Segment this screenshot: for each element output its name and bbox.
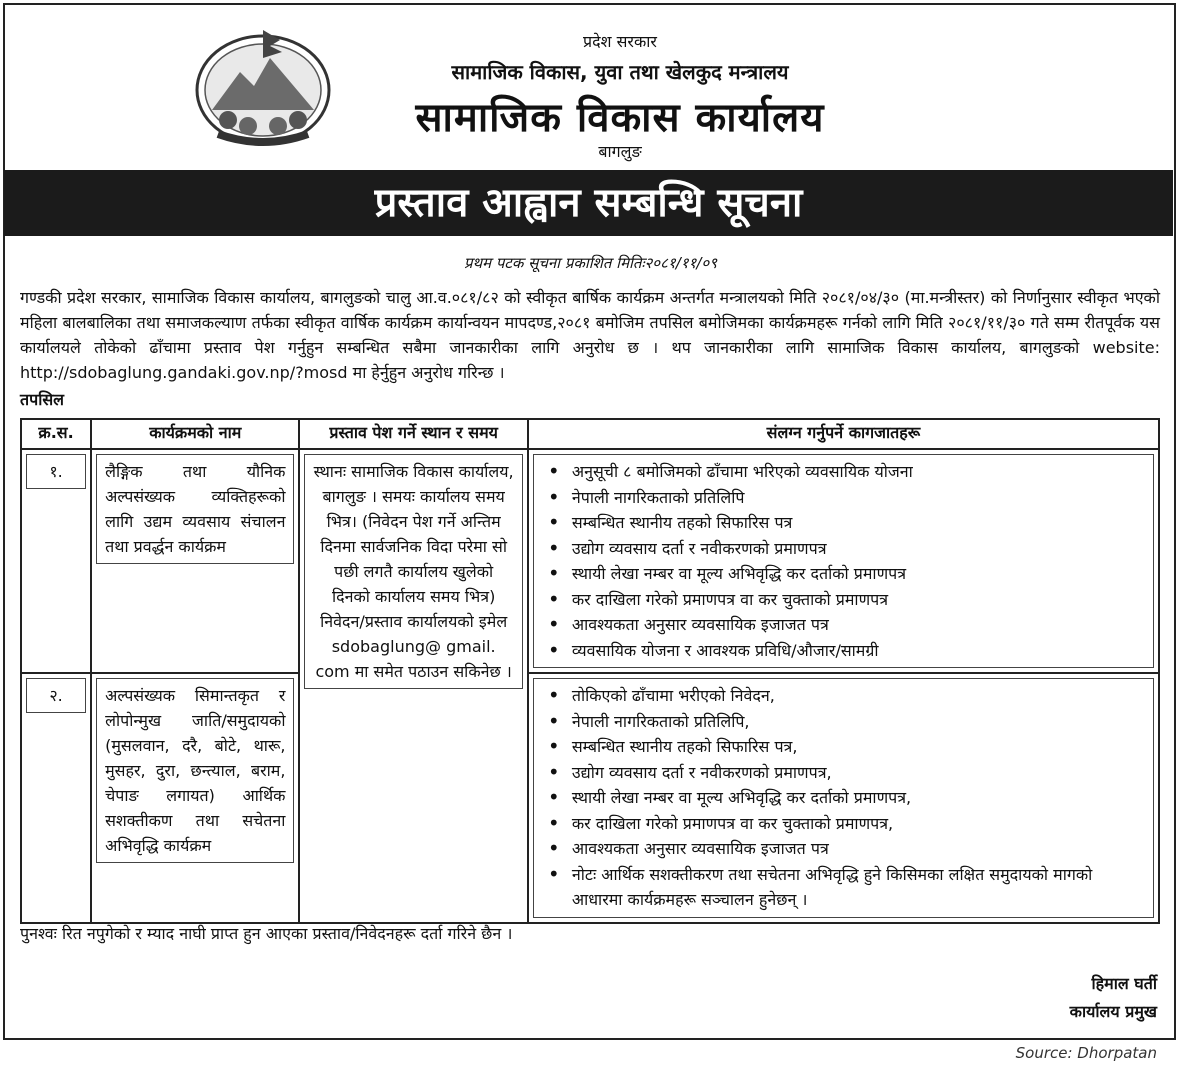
- col-header-place: प्रस्ताव पेश गर्ने स्थान र समय: [299, 419, 527, 449]
- col-header-name: कार्यक्रमको नाम: [91, 419, 299, 449]
- list-item: • अनुसूची ८ बमोजिमको ढाँचामा भरिएको व्यवसायिक योजना: [542, 459, 1145, 485]
- list-item: • कर दाखिला गरेको प्रमाणपत्र वा कर चुक्ताको प्रमाणपत्र,: [542, 811, 1145, 837]
- list-item: • नेपाली नागरिकताको प्रतिलिपि: [542, 485, 1145, 511]
- list-item: • आवश्यकता अनुसार व्यवसायिक इजाजत पत्र: [542, 836, 1145, 862]
- place-time: स्थानः सामाजिक विकास कार्यालय, बागलुङ । समयः कार्यालय समय भित्र। (निवेदन पेश गर्ने अन्तिम दिनमा सार्वजनिक विदा परेमा सो पछी लगतै कार्यालय खुलेको दिनको कार्यालय समय भित्र) निवेदन/प्रस्ताव कार्यालयको इमेल sdobaglung@ gmail. com मा समेत पठाउन सकिनेछ ।: [304, 454, 522, 689]
- government-label: प्रदेश सरकार: [583, 32, 657, 51]
- list-item: • कर दाखिला गरेको प्रमाणपत्र वा कर चुक्ताको प्रमाणपत्र: [542, 587, 1145, 613]
- programs-table: [20, 418, 1160, 924]
- list-item: • आवश्यकता अनुसार व्यवसायिक इजाजत पत्र: [542, 612, 1145, 638]
- district-name: बागलुङ: [598, 142, 642, 161]
- list-item: • सम्बन्धित स्थानीय तहको सिफारिस पत्र: [542, 510, 1145, 536]
- publication-date: प्रथम पटक सूचना प्रकाशित मितिः२०८१/११/०९: [463, 254, 718, 272]
- list-item: • स्थायी लेखा नम्बर वा मूल्य अभिवृद्धि कर दर्ताको प्रमाणपत्र: [542, 561, 1145, 587]
- table-row: [21, 449, 1159, 673]
- signatory-name: हिमाल घर्ती: [1091, 974, 1157, 993]
- list-item: • तोकिएको ढाँचामा भरीएको निवेदन,: [542, 683, 1145, 709]
- list-item: • स्थायी लेखा नम्बर वा मूल्य अभिवृद्धि कर दर्ताको प्रमाणपत्र,: [542, 785, 1145, 811]
- office-name: सामाजिक विकास कार्यालय: [415, 95, 825, 141]
- source-credit: Source: Dhorpatan: [1015, 1044, 1157, 1062]
- program-name: लैङ्गिक तथा यौनिक अल्पसंख्यक व्यक्तिहरूको लागि उद्यम व्यवसाय संचालन तथा प्रवर्द्धन कार्यक्रम: [96, 454, 294, 564]
- program-name: अल्पसंख्यक सिमान्तकृत र लोपोन्मुख जाति/समुदायको (मुसलवान, दरै, बोटे, थारू, मुसहर, दुरा, छन्त्याल, बराम, चेपाङ लगायत) आर्थिक सशक्तीकण तथा सचेतना अभिवृद्धि कार्यक्रम: [96, 678, 294, 863]
- documents-list: [542, 459, 1145, 663]
- list-item: • उद्योग व्यवसाय दर्ता र नवीकरणको प्रमाणपत्र: [542, 536, 1145, 562]
- notice-title: प्रस्ताव आह्वान सम्बन्धि सूचना: [4, 170, 1173, 236]
- list-item: • व्यवसायिक योजना र आवश्यक प्रविधि/औजार/सामग्री: [542, 638, 1145, 664]
- list-item: • उद्योग व्यवसाय दर्ता र नवीकरणको प्रमाणपत्र,: [542, 760, 1145, 786]
- ministry-name: सामाजिक विकास, युवा तथा खेलकुद मन्त्रालय: [451, 60, 789, 84]
- list-item: • नोटः आर्थिक सशक्तीकरण तथा सचेतना अभिवृद्धि हुने किसिमका लक्षित समुदायको मागको आधारमा कार्यक्रमहरू सञ्चालन हुनेछन् ।: [542, 862, 1145, 913]
- row-sn: २.: [26, 678, 86, 713]
- documents-list: [542, 683, 1145, 913]
- col-header-docs: संलग्न गर्नुपर्ने कागजातहरू: [528, 419, 1159, 449]
- col-header-sn: क्र.स.: [21, 419, 91, 449]
- table-row: [21, 673, 1159, 923]
- table-header-row: [21, 419, 1159, 449]
- intro-paragraph: गण्डकी प्रदेश सरकार, सामाजिक विकास कार्यालय, बागलुङको चालु आ.व.०८१/८२ को स्वीकृत बार्षिक कार्यक्रम अन्तर्गत मन्त्रालयको मिति २०८१/०४/३० (मा.मन्त्रीस्तर) को निर्णानुसार स्वीकृत भएको महिला बालबालिका तथा समाजकल्याण तर्फका स्वीकृत वार्षिक कार्यक्रम कार्यान्वयन मापदण्ड,२०८१ बमोजिम तपसिल बमोजिमका कार्यक्रमहरू गर्नको लागि मिति २०८१/११/३० गते सम्म रीतपूर्वक यस कार्यालयले तोकेको ढाँचामा प्रस्ताव पेश गर्नुहुन सम्बन्धित सबैमा जानकारीका लागि अनुरोध छ । थप जानकारीका लागि सामाजिक विकास कार्यालय, बागलुङको website: http://sdobaglung.gandaki.gov.np/?mosd मा हेर्नुहुन अनुरोध गरिन्छ ।: [20, 288, 1160, 382]
- signatory-title: कार्यालय प्रमुख: [1069, 1002, 1157, 1021]
- footnote: पुनश्वः रित नपुगेको र म्याद नाघी प्राप्त हुन आएका प्रस्ताव/निवेदनहरू दर्ता गरिने छैन ।: [20, 924, 513, 943]
- schedule-heading: तपसिल: [20, 390, 65, 409]
- list-item: • सम्बन्धित स्थानीय तहको सिफारिस पत्र,: [542, 734, 1145, 760]
- row-sn: १.: [26, 454, 86, 489]
- list-item: • नेपाली नागरिकताको प्रतिलिपि,: [542, 709, 1145, 735]
